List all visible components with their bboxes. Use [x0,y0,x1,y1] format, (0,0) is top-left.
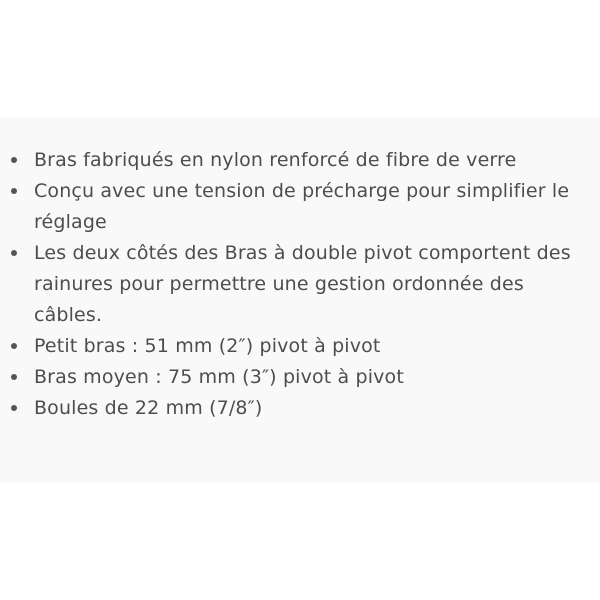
feature-text: Les deux côtés des Bras à double pivot comportent des rainures pour permettre une gestion ordonnée des câbles. [34,242,571,326]
feature-list [11,145,596,424]
feature-text: Petit bras : 51 mm (2″) pivot à pivot [34,335,381,357]
product-features-panel [0,117,600,483]
feature-text: Bras moyen : 75 mm (3″) pivot à pivot [34,366,404,388]
bullet-icon [11,343,17,349]
list-item [11,393,596,424]
list-item [11,362,596,393]
bullet-icon [11,157,17,163]
list-item [11,238,596,331]
bullet-icon [11,374,17,380]
feature-text: Conçu avec une tension de précharge pour simplifier le réglage [34,180,570,233]
list-item [11,331,596,362]
list-item [11,176,596,238]
feature-text: Bras fabriqués en nylon renforcé de fibre de verre [34,149,517,171]
bullet-icon [11,405,17,411]
bullet-icon [11,188,17,194]
list-item [11,145,596,176]
feature-text: Boules de 22 mm (7/8″) [34,397,263,419]
bullet-icon [11,250,17,256]
